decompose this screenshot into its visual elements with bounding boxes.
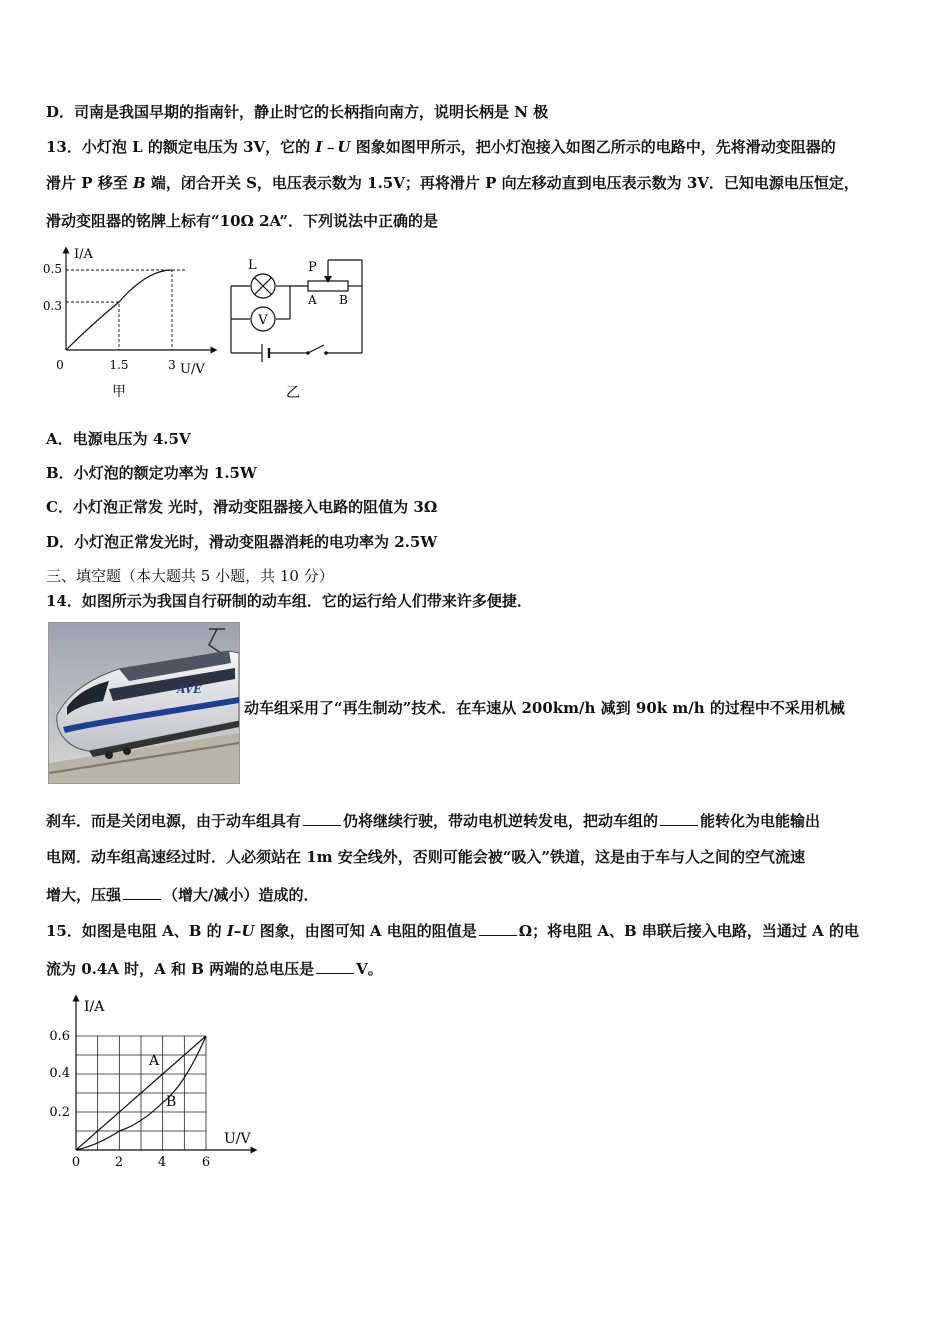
- label-l: L: [248, 258, 257, 273]
- q15-line-1: [46, 921, 904, 941]
- q13-line-2-b: 端，闭合开关 S，电压表示数为 1.5V；再将滑片 P 向左移动直到电压表示数为 3V．已知电源电压恒定，: [145, 174, 859, 192]
- train-illustration: [49, 623, 239, 783]
- q15-line-2: [46, 959, 904, 979]
- q13-line-1-italic: I﹣U: [315, 138, 351, 156]
- q15-x-tick-label: 2: [114, 1155, 124, 1170]
- voltmeter-label: V: [258, 313, 268, 328]
- label-p: P: [308, 260, 317, 275]
- q13-option-d: D．小灯泡正常发光时，滑动变阻器消耗的电功率为 2.5W: [46, 533, 438, 551]
- q15-y-tick-label: 0.2: [49, 1105, 70, 1120]
- q15-x-tick-label: 0: [71, 1155, 81, 1170]
- jia-caption: 甲: [112, 384, 126, 400]
- q13-line-2-italic: B: [132, 174, 146, 192]
- label-a: A: [308, 293, 317, 307]
- q13-line-1-b: 图象如图甲所示，把小灯泡接入如图乙所示的电路中，先将滑动变阻器的: [350, 138, 836, 156]
- label-b: B: [339, 293, 348, 307]
- q14-line-2-a: 刹车．而是关闭电源，由于动车组具有: [46, 812, 302, 830]
- q14-line-2-b: 仍将继续行驶，带动电机逆转发电，把动车组的: [343, 812, 659, 830]
- q13-option-b: B．小灯泡的额定功率为 1.5W: [46, 464, 257, 482]
- jia-y-label: I/A: [74, 247, 93, 262]
- jia-y-tick-label: 0.3: [42, 299, 62, 313]
- q15-line-1-italic: I–U: [226, 922, 255, 940]
- q15-x-tick-label: 6: [201, 1155, 211, 1170]
- jia-x-label: U/V: [180, 362, 205, 377]
- q13-line-2-a: 滑片 P 移至: [46, 174, 133, 192]
- q15-line-2-b: V。: [356, 960, 383, 978]
- q15-line-1-b: 图象，由图可知 A 电阻的阻值是: [254, 922, 477, 940]
- q12-option-d: D．司南是我国早期的指南针，静止时它的长柄指向南方，说明长柄是 N 极: [46, 103, 549, 121]
- q14-line-4: [46, 885, 904, 905]
- figure-jia-graph: [40, 244, 220, 404]
- train-image: [48, 622, 240, 784]
- jia-origin: 0: [56, 358, 64, 372]
- q15-label-b: B: [166, 1094, 177, 1110]
- q14-line-4-b: （增大/减小）造成的．: [163, 886, 319, 904]
- q13-option-c: C．小灯泡正常发 光时，滑动变阻器接入电路的阻值为 3Ω: [46, 498, 438, 516]
- answer-blank[interactable]: [303, 811, 341, 826]
- q14-line-4-a: 增大，压强: [46, 886, 122, 904]
- lamp-symbol: [251, 274, 275, 298]
- battery-symbol: [262, 344, 269, 362]
- q15-x-label: U/V: [224, 1131, 251, 1147]
- q13-line-1-a: 13．小灯泡 L 的额定电压为 3V，它的: [46, 138, 316, 156]
- q13-line-3: 滑动变阻器的铭牌上标有“10Ω 2A”．下列说法中正确的是: [46, 212, 439, 230]
- switch-symbol: [306, 345, 328, 355]
- q14-line-3: 电网．动车组高速经过时．人必须站在 1m 安全线外，否则可能会被“吸入”铁道，这是由于车与人之间的空气流速: [46, 848, 806, 866]
- q13-line-2: [46, 173, 904, 193]
- jia-x-tick-label: 3: [168, 358, 176, 372]
- figure-yi-circuit: [222, 252, 372, 408]
- q14-line-2: [46, 811, 904, 831]
- train-logo: AVE: [177, 683, 202, 696]
- section-3-title: 三、填空题（本大题共 5 小题，共 10 分）: [46, 567, 334, 585]
- voltmeter-symbol: [251, 307, 275, 331]
- answer-blank[interactable]: [123, 885, 161, 900]
- q15-line-1-a: 15．如图是电阻 A、B 的: [46, 922, 227, 940]
- q14-line-2-c: 能转化为电能输出: [700, 812, 821, 830]
- q14-line-1: 14．如图所示为我国自行研制的动车组．它的运行给人们带来许多便捷．: [46, 592, 532, 610]
- q13-option-a: A．电源电压为 4.5V: [46, 430, 191, 448]
- q15-iu-graph: [40, 994, 270, 1174]
- q15-y-label: I/A: [84, 999, 105, 1015]
- q14-beside-image: 动车组采用了“再生制动”技术．在车速从 200km/h 减到 90k m/h 的过程中不采用机械: [244, 699, 845, 717]
- yi-caption: 乙: [286, 385, 300, 401]
- jia-x-tick-label: 1.5: [109, 358, 129, 372]
- q15-line-1-c: Ω；将电阻 A、B 串联后接入电路，当通过 A 的电: [518, 922, 859, 940]
- q15-y-tick-label: 0.6: [49, 1029, 70, 1044]
- q15-line-2-a: 流为 0.4A 时，A 和 B 两端的总电压是: [46, 960, 315, 978]
- q13-line-1: [46, 137, 904, 157]
- jia-y-tick-label: 0.5: [42, 262, 62, 276]
- answer-blank[interactable]: [316, 959, 354, 974]
- q15-label-a: A: [149, 1053, 160, 1069]
- q15-y-tick-label: 0.4: [49, 1066, 70, 1081]
- answer-blank[interactable]: [660, 811, 698, 826]
- q15-x-tick-label: 4: [157, 1155, 167, 1170]
- answer-blank[interactable]: [479, 921, 517, 936]
